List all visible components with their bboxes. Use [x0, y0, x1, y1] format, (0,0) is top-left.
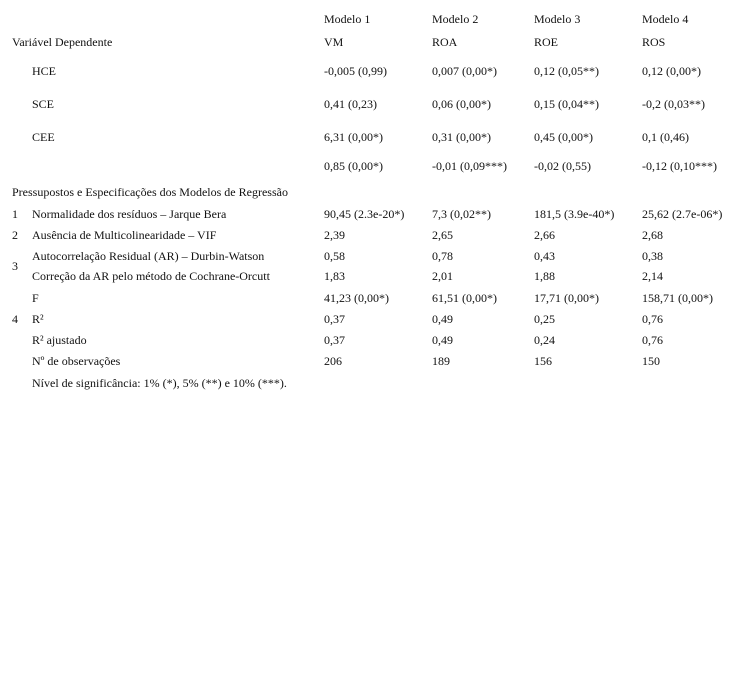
dependent-3: ROE — [534, 35, 558, 49]
row-number: 4 — [12, 312, 18, 326]
assumption-label: F — [32, 291, 39, 305]
significance-footnote: Nível de significância: 1% (*), 5% (**) e 10% (***). — [32, 376, 287, 390]
assumption-cell: 2,68 — [642, 228, 663, 242]
coef-cell: 0,12 (0,00*) — [642, 64, 701, 78]
model-1-header: Modelo 1 — [324, 12, 371, 26]
assumption-cell: 0,76 — [642, 333, 663, 347]
assumption-cell: 0,37 — [324, 312, 345, 326]
coef-cell: 0,1 (0,46) — [642, 130, 689, 144]
row-number: 1 — [12, 207, 18, 221]
assumption-label: R² — [32, 312, 44, 326]
assumption-cell: 25,62 (2.7e-06*) — [642, 207, 723, 221]
assumption-cell: 0,78 — [432, 249, 453, 263]
assumption-cell: 61,51 (0,00*) — [432, 291, 497, 305]
assumption-cell: 1,83 — [324, 269, 345, 283]
coef-cell: -0,12 (0,10***) — [642, 159, 717, 173]
assumption-label: R² ajustado — [32, 333, 87, 347]
coef-label-cee: CEE — [32, 130, 55, 144]
assumption-cell: 2,14 — [642, 269, 663, 283]
section-title: Pressupostos e Especificações dos Modelos de Regressão — [12, 185, 288, 199]
coef-cell: 0,31 (0,00*) — [432, 130, 491, 144]
assumption-cell: 0,76 — [642, 312, 663, 326]
assumption-cell: 2,39 — [324, 228, 345, 242]
coef-cell: 0,45 (0,00*) — [534, 130, 593, 144]
model-3-header: Modelo 3 — [534, 12, 581, 26]
assumption-cell: 0,49 — [432, 312, 453, 326]
assumption-cell: 0,37 — [324, 333, 345, 347]
assumption-cell: 156 — [534, 354, 552, 368]
assumption-cell: 17,71 (0,00*) — [534, 291, 599, 305]
coef-cell: 0,41 (0,23) — [324, 97, 377, 111]
assumption-cell: 0,43 — [534, 249, 555, 263]
row-number: 2 — [12, 228, 18, 242]
assumption-cell: 2,66 — [534, 228, 555, 242]
coef-cell: -0,005 (0,99) — [324, 64, 387, 78]
assumption-cell: 206 — [324, 354, 342, 368]
assumption-label: Correção da AR pelo método de Cochrane-Orcutt — [32, 269, 270, 283]
model-4-header: Modelo 4 — [642, 12, 689, 26]
dependent-4: ROS — [642, 35, 666, 49]
coef-cell: 0,007 (0,00*) — [432, 64, 497, 78]
coef-cell: -0,2 (0,03**) — [642, 97, 705, 111]
assumption-cell: 2,01 — [432, 269, 453, 283]
coef-cell: 6,31 (0,00*) — [324, 130, 383, 144]
assumption-cell: 41,23 (0,00*) — [324, 291, 389, 305]
assumption-label: Autocorrelação Residual (AR) – Durbin-Watson — [32, 249, 265, 263]
assumption-cell: 0,58 — [324, 249, 345, 263]
coef-label-sce: SCE — [32, 97, 55, 111]
assumption-label: Ausência de Multicolinearidade – VIF — [32, 228, 217, 242]
assumption-cell: 0,38 — [642, 249, 663, 263]
assumption-label: Nº de observações — [32, 354, 121, 368]
assumption-cell: 181,5 (3.9e-40*) — [534, 207, 615, 221]
coef-cell: 0,85 (0,00*) — [324, 159, 383, 173]
assumption-cell: 0,49 — [432, 333, 453, 347]
assumption-cell: 90,45 (2.3e-20*) — [324, 207, 405, 221]
dependent-1: VM — [324, 35, 344, 49]
assumption-cell: 150 — [642, 354, 660, 368]
coef-cell: 0,15 (0,04**) — [534, 97, 599, 111]
assumption-cell: 0,24 — [534, 333, 555, 347]
coef-cell: 0,12 (0,05**) — [534, 64, 599, 78]
coef-cell: 0,06 (0,00*) — [432, 97, 491, 111]
assumption-cell: 0,25 — [534, 312, 555, 326]
assumption-cell: 2,65 — [432, 228, 453, 242]
row-number: 3 — [12, 259, 18, 273]
dependent-variable-label: Variável Dependente — [12, 35, 113, 49]
dependent-2: ROA — [432, 35, 458, 49]
assumption-cell: 158,71 (0,00*) — [642, 291, 713, 305]
assumption-cell: 1,88 — [534, 269, 555, 283]
coef-label-hce: HCE — [32, 64, 56, 78]
model-2-header: Modelo 2 — [432, 12, 479, 26]
coef-cell: -0,01 (0,09***) — [432, 159, 507, 173]
coef-cell: -0,02 (0,55) — [534, 159, 591, 173]
assumption-cell: 7,3 (0,02**) — [432, 207, 491, 221]
assumption-cell: 189 — [432, 354, 450, 368]
assumption-label: Normalidade dos resíduos – Jarque Bera — [32, 207, 227, 221]
